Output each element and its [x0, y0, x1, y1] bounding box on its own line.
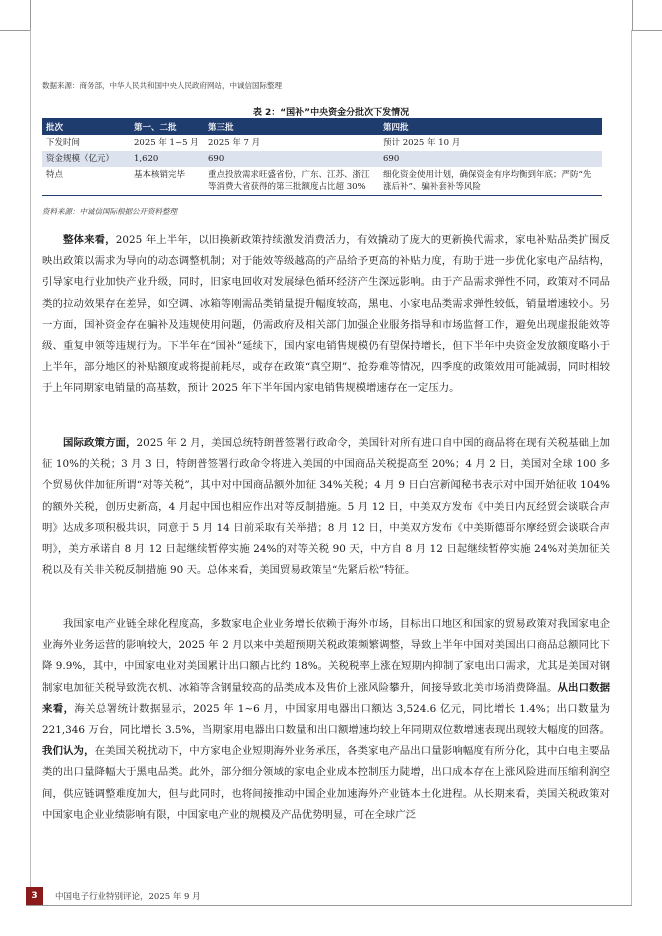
- paragraph-body: 海关总署统计数据显示，2025 年 1~6 月，中国家用电器出口额达 3,524.6 亿元，同比增长 1.4%；出口数量为 221,346 万台，同比增长 3.5%，当期家用电器出口数量和出口额增速均较上年同期双位数增速表现出现较大幅度的回落。: [42, 702, 611, 737]
- paragraph-body: 在美国关税扰动下，中方家电企业短期海外业务承压，各类家电产品出口量影响幅度有所分化，其中白电主要品类的出口量降幅大于黑电品类。此外，部分细分领域的家电企业成本控制压力陡增，出口成本存在上涨风险进而压缩利润空间，供应链调整难度加大，但与此同时，也将间接推动中国企业加速海外产业链本土化进程。从长期来看，美国关税政策对中国家电企业业绩影响有限，中国家电产业的规模及产品优势明显，可在全球广泛: [42, 745, 610, 821]
- table-header-row: [42, 118, 602, 135]
- paragraph-lead: 我们认为，: [42, 745, 95, 758]
- table-cell: 资金规模（亿元）: [42, 151, 130, 167]
- data-source-note: 数据来源：商务部，中华人民共和国中央人民政府网站，中诚信国际整理: [42, 81, 282, 90]
- paragraph-body: 2025 年 2 月，美国总统特朗普签署行政命令，美国针对所有进口自中国的商品将在现有关税基础上加征 10%的关税；3 月 3 日，特朗普签署行政命令将进入美国的中国商品关税提高至 20%；4 月 2 日，美国对全球 100 多个贸易伙伴加征所谓“对等关税”，其中对中国商品额外加征 34%关税；4 月 9 日白宫新闻秘书表示对中国开始征收 104%的额外关税，创历史新高，4 月起中国也相应作出对等反制措施。5 月 12 日，中美双方发布《中美日内瓦经贸会谈联合声明》达成多项积极共识，同意于 5 月 14 日前采取有关举措；8 月 12 日，中美双方发布《中美斯德哥尔摩经贸会谈联合声明》，美方承诺自 8 月 12 日起继续暂停实施 24%的对等关税 90 天，中方自 8 月 12 日起继续暂停实施 24%对美加征关税以及有关非关税反制措施 90 天。总体来看，美国贸易政策呈“先紧后松”特征。: [42, 437, 611, 577]
- paragraph-overall: [42, 230, 610, 400]
- table-cell: 细化资金使用计划，确保资金有序均衡到年底；严防“先涨后补”、骗补套补等风险: [379, 167, 602, 196]
- table-cell: 预计 2025 年 10 月: [383, 138, 461, 148]
- header-batch-1-2: 第一、二批: [130, 118, 204, 135]
- table-caption: 表 2：“国补”中央资金分批次下发情况: [252, 108, 410, 118]
- paragraph-lead: 从出口数据来看，: [42, 681, 611, 715]
- table-cell: 2025 年 1~5 月: [134, 138, 199, 148]
- footer-divider: [26, 905, 632, 906]
- paragraph-export: [42, 614, 610, 826]
- table-source-note: 资料来源：中诚信国际根据公开资料整理: [42, 207, 177, 216]
- table-cell: 基本核销完毕: [130, 167, 204, 196]
- table-cell: 下发时间: [46, 138, 81, 148]
- header-batch: 批次: [42, 118, 130, 135]
- paragraph-international-policy: [42, 433, 610, 581]
- paragraph-body: 2025 年上半年，以旧换新政策持续激发消费活力，有效撬动了庞大的更新换代需求，家电补贴品类扩围反映出政策以需求为导向的动态调整机制；对于能效等级越高的产品给予更高的补贴力度，有助于进一步优化家电产品结构，引导家电行业加快产业升级，同时，旧家电回收对发展绿色循环经济产生深远影响。由于产品需求弹性不同，政策对不同品类的拉动效果存在差异，如空调、冰箱等刚需品类销量提升幅度较高，黑电、小家电品类需求弹性较低，销量增速较小。另一方面，国补资金存在骗补及违规使用问题，仍需政府及相关部门加强企业服务指导和市场监督工作，避免出现虚报能效等级、重复申领等违规行为。下半年在“国补”延续下，国内家电销售规模仍有望保持增长，但下半年中央资金发放额度略小于上半年，部分地区的补贴额度或将提前耗尽，或存在政策“真空期”、抢券难等情况，四季度的政策效用可能减弱，同时相较于上年同期家电销量的高基数，预计 2025 年下半年国内家电销售规模增速存在一定压力。: [42, 234, 610, 395]
- table-cell: 690: [204, 151, 379, 167]
- table-cell: 2025 年 7 月: [208, 138, 261, 148]
- crop-mark-top-left: [0, 0, 31, 31]
- table-row: [42, 167, 602, 196]
- footer-text: 中国电子行业特别评论，2025 年 9 月: [55, 892, 201, 902]
- header-batch-4: 第四批: [379, 118, 602, 135]
- crop-mark-top-right: [632, 0, 662, 31]
- paragraph-body: 我国家电产业链全球化程度高，多数家电企业业务增长依赖于海外市场，目标出口地区和国家的贸易政策对我国家电企业海外业务运营的影响较大，2025 年 2 月以来中美超预期关税政策频繁调整，导致上半年中国对美国出口商品总额同比下降 9.9%，其中，中国家电业对美国累计出口额占比约 18%。关税税率上涨在短期内抑制了家电出口需求，尤其是美国对钢制家电加征关税导致洗衣机、冰箱等含钢量较高的品类成本及售价上涨风险攀升，间接导致北美市场消费降温。: [42, 618, 610, 694]
- table-cell: 重点投放需求旺盛省份，广东、江苏、浙江等消费大省获得的第三批额度占比超 30%: [204, 167, 379, 196]
- paragraph-lead: 整体来看，: [63, 234, 116, 246]
- header-batch-3: 第三批: [204, 118, 379, 135]
- paragraph-lead: 国际政策方面，: [63, 437, 137, 449]
- table-row: [42, 135, 602, 151]
- table-cell: 1,620: [130, 151, 204, 167]
- table-cell: 690: [379, 151, 602, 167]
- table-row: [42, 151, 602, 167]
- page-number: 3: [26, 887, 43, 905]
- table-cell: 特点: [42, 167, 130, 196]
- funds-table: [42, 118, 602, 196]
